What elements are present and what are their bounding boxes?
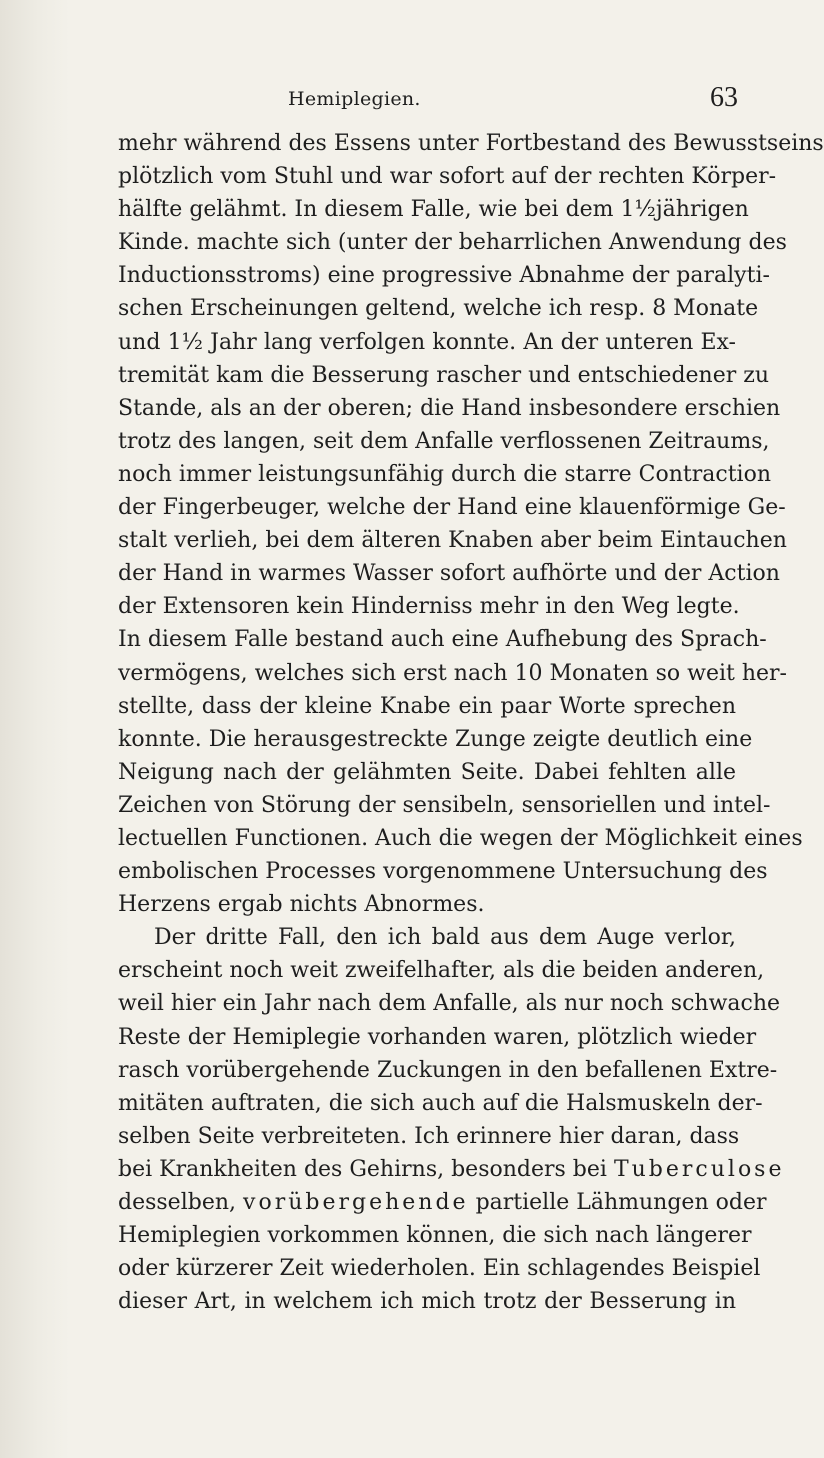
text-line: oder kürzerer Zeit wiederholen. Ein schlagendes Beispiel bbox=[118, 1256, 761, 1282]
header-title: Hemiplegien. bbox=[288, 88, 421, 110]
text-line: trotz des langen, seit dem Anfalle verflossenen Zeitraums, bbox=[118, 428, 770, 454]
line-text: partielle Lähmungen oder bbox=[475, 1190, 767, 1215]
text-line: Stande, als an der oberen; die Hand insbesondere erschien bbox=[118, 395, 781, 421]
text-line: der Fingerbeuger, welche der Hand eine klauenförmige Ge- bbox=[118, 495, 786, 521]
page-edge-shading bbox=[0, 0, 70, 1458]
line-text: bei Krankheiten des Gehirns, besonders bei bbox=[118, 1156, 607, 1182]
text-line: selben Seite verbreiteten. Ich erinnere hier daran, dass bbox=[118, 1123, 740, 1149]
text-line: schen Erscheinungen geltend, welche ich resp. 8 Monate bbox=[118, 296, 759, 322]
text-line: mitäten auftraten, die sich auch auf die Halsmuskeln der- bbox=[118, 1090, 763, 1116]
text-line: plötzlich vom Stuhl und war sofort auf der rechten Körper- bbox=[118, 164, 777, 190]
text-line: Hemiplegien vorkommen können, die sich nach längerer bbox=[118, 1223, 752, 1249]
text-line: Reste der Hemiplegie vorhanden waren, plötzlich wieder bbox=[118, 1024, 757, 1050]
text-line: konnte. Die herausgestreckte Zunge zeigte deutlich eine bbox=[118, 726, 753, 752]
text-line: dieser Art, in welchem ich mich trotz der Besserung in bbox=[118, 1289, 736, 1315]
text-line: stalt verlieh, bei dem älteren Knaben aber beim Eintauchen bbox=[118, 528, 787, 554]
text-line: In diesem Falle bestand auch eine Aufhebung des Sprach- bbox=[118, 627, 767, 653]
text-line: und 1½ Jahr lang verfolgen konnte. An der unteren Ex- bbox=[118, 329, 736, 355]
text-line: hälfte gelähmt. In diesem Falle, wie bei dem 1½jährigen bbox=[118, 197, 749, 223]
text-line: der Hand in warmes Wasser sofort aufhörte und der Action bbox=[118, 561, 780, 587]
text-line: stellte, dass der kleine Knabe ein paar Worte sprechen bbox=[118, 693, 736, 719]
text-line: tremität kam die Besserung rascher und entschiedener zu bbox=[118, 362, 769, 388]
text-line: Inductionsstroms) eine progressive Abnahme der paralyti- bbox=[118, 263, 770, 289]
text-line: lectuellen Functionen. Auch die wegen der Möglichkeit eines bbox=[118, 825, 803, 851]
line-text: desselben, bbox=[118, 1190, 237, 1215]
text-line: embolischen Processes vorgenommene Untersuchung des bbox=[118, 859, 768, 885]
paragraph-end-line: Herzens ergab nichts Abnormes. bbox=[118, 892, 485, 918]
text-line: erscheint noch weit zweifelhafter, als die beiden anderen, bbox=[118, 958, 765, 984]
running-head bbox=[118, 82, 738, 122]
text-line: noch immer leistungsunfähig durch die starre Contraction bbox=[118, 461, 772, 487]
text-line: Zeichen von Störung der sensibeln, sensoriellen und intel- bbox=[118, 792, 771, 818]
text-line-with-emphasis bbox=[118, 1186, 767, 1219]
text-line: Neigung nach der gelähmten Seite. Dabei fehlten alle bbox=[118, 759, 736, 785]
emphasized-term: vorübergehende bbox=[243, 1190, 469, 1215]
paragraph-start-line: Der dritte Fall, den ich bald aus dem Auge verlor, bbox=[154, 925, 736, 951]
page-number: 63 bbox=[710, 82, 738, 113]
text-line: der Extensoren kein Hinderniss mehr in den Weg legte. bbox=[118, 594, 740, 620]
text-line-with-emphasis bbox=[118, 1153, 785, 1186]
text-line: Kinde. machte sich (unter der beharrlichen Anwendung des bbox=[118, 230, 787, 256]
body-text bbox=[118, 127, 824, 1318]
text-line: weil hier ein Jahr nach dem Anfalle, als nur noch schwache bbox=[118, 991, 781, 1017]
text-line: mehr während des Essens unter Fortbestand des Bewusstseins bbox=[118, 131, 824, 156]
text-line: vermögens, welches sich erst nach 10 Monaten so weit her- bbox=[118, 660, 787, 686]
text-line: rasch vorübergehende Zuckungen in den befallenen Extre- bbox=[118, 1057, 778, 1083]
emphasized-term: Tuberculose bbox=[613, 1156, 785, 1182]
